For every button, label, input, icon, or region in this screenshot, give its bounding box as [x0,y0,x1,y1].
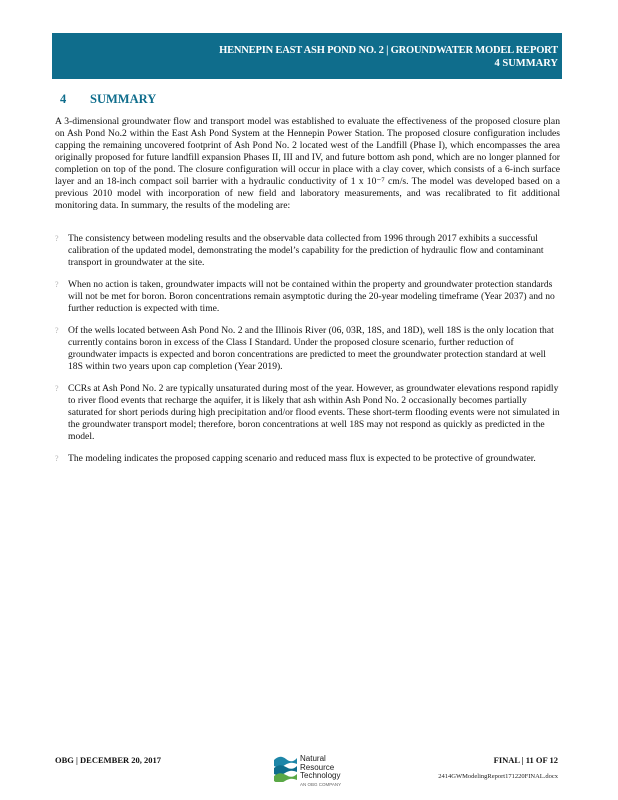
list-item-text: Of the wells located between Ash Pond No. 2 and the Illinois River (06, 03R, 18S, and 18D), well 18S is the only location that currently contains boron in excess of the Class I Standard. Under the proposed closure scenario, further reduction of groundwater impacts is expected and boron concentrations are predicted to meet the groundwater protection standard at well 18S within two years upon cap completion (Year 2019). [68,325,554,372]
results-list [55,233,560,475]
list-item-text: The modeling indicates the proposed capping scenario and reduced mass flux is expected to be protective of groundwater. [68,453,536,464]
logo-line-1: Natural [300,754,326,763]
logo-line-3: Technology [300,771,341,780]
list-item [55,383,560,443]
bullet-glyph: ? [55,234,59,243]
list-item-text: The consistency between modeling results and the observable data collected from 1996 through 2017 exhibits a successful calibration of the updated model, demonstrating the model’s capability for the prediction of hydraulic flow and contaminant transport in groundwater at the site. [68,233,544,268]
bullet-glyph: ? [55,454,59,463]
footer-filename: 2414GWModelingReport171220FINAL.docx [438,773,558,780]
list-item [55,279,560,315]
list-item [55,233,560,269]
section-title: SUMMARY [90,92,157,106]
list-item-text: CCRs at Ash Pond No. 2 are typically unsaturated during most of the year. However, as groundwater elevations respond rapidly to river flood events that recharge the aquifer, it is likely that ash within Ash Pond No. 2 occasionally becomes partially saturated for short periods during high precipitation and/or flood events. These short-term flooding events were not simulated in the groundwater transport model; therefore, boron concentrations at well 18S may not respond as quickly as predicted in the model. [68,383,560,442]
list-item [55,325,560,373]
list-item [55,453,560,465]
list-item-text: When no action is taken, groundwater impacts will not be contained within the property and groundwater protection standards will not be met for boron. Boron concentrations remain asymptotic during the 20-year modeling timeframe (Year 2037) and no further reduction is expected with time. [68,279,555,314]
bullet-glyph: ? [55,326,59,335]
bullet-glyph: ? [55,280,59,289]
logo-line-2: Resource [300,762,335,772]
section-number: 4 [60,92,67,106]
section-running-header: 4 SUMMARY [494,58,558,69]
bullet-glyph: ? [55,384,59,393]
report-running-header: HENNEPIN EAST ASH POND NO. 2 | GROUNDWATER MODEL REPORT [219,45,558,56]
header-band [52,33,562,79]
intro-paragraph: A 3-dimensional groundwater flow and transport model was established to evaluate the effectiveness of the proposed closure plan on Ash Pond No.2 within the East Ash Pond System at the Hennepin Power Station. The proposed closure configuration includes capping the remaining uncovered footprint of Ash Pond No. 2 located west of the Landfill (Phase I), which encompasses the area originally proposed for future landfill expansion Phases II, III and IV, and future bottom ash pond, which are no longer planned for completion on top of the pond. The closure configuration will occur in place with a clay cover, which consists of a 6-inch surface layer and an 18-inch compact soil barrier with a hydraulic conductivity of 1 x 10⁻⁷ cm/s. The model was developed based on a previous 2010 model with incorporation of new field and laboratory measurements, and was recalibrated to fit additional monitoring data. In summary, the results of the modeling are: [55,116,560,211]
wave-logo-icon [272,752,298,782]
footer-date: OBG | DECEMBER 20, 2017 [55,755,162,765]
company-logo [272,752,352,794]
footer-page-number: FINAL | 11 OF 12 [493,755,558,765]
logo-wordmark [300,755,340,781]
logo-tagline: AN OBG COMPANY [300,782,342,787]
